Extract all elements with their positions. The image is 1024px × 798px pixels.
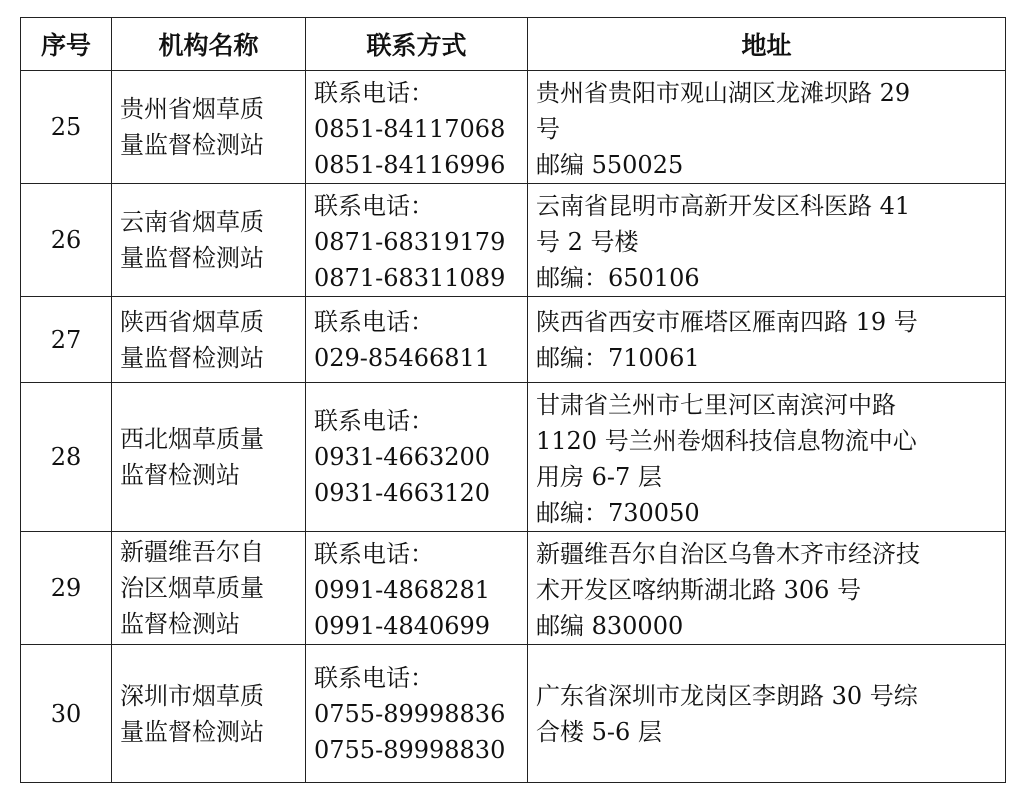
address-line: 合楼 5-6 层 [536,717,662,746]
address-cell [528,71,1006,184]
contact-line: 0931-4663120 [314,479,491,507]
seq-cell: 29 [21,532,112,645]
address-line: 术开发区喀纳斯湖北路 306 号 [536,576,862,604]
org-cell [112,532,306,645]
table-row [21,532,1006,645]
org-line: 西北烟草质量 [120,425,264,453]
address-line: 号 [536,115,560,143]
contact-line: 0755-89998830 [314,735,506,764]
contact-cell [306,532,528,645]
seq-cell: 30 [21,645,112,783]
contact-line: 联系电话： [314,663,434,692]
org-line: 量监督检测站 [120,343,264,372]
org-cell [112,71,306,184]
address-line: 邮编：710061 [536,343,700,372]
contact-line: 029-85466811 [314,343,491,372]
contact-line: 0755-89998836 [314,699,506,728]
address-line: 广东省深圳市龙岗区李朗路 30 号综 [536,681,918,710]
address-line: 邮编 830000 [536,612,684,640]
org-line: 云南省烟草质 [120,208,264,236]
header-address: 地址 [528,18,1006,71]
org-line: 量监督检测站 [120,131,264,159]
address-line: 陕西省西安市雁塔区雁南四路 19 号 [536,307,918,336]
org-cell [112,297,306,383]
contact-line: 0871-68319179 [314,228,506,256]
seq-cell: 27 [21,297,112,383]
org-line: 贵州省烟草质 [120,95,264,123]
contact-line: 联系电话： [314,307,434,336]
org-line: 量监督检测站 [120,244,264,272]
table-header-row [21,18,1006,71]
address-line: 1120 号兰州卷烟科技信息物流中心 [536,427,917,455]
seq-cell: 25 [21,71,112,184]
contact-line: 联系电话： [314,192,434,220]
contact-cell [306,645,528,783]
contact-cell [306,383,528,532]
org-line: 监督检测站 [120,610,240,638]
table-row [21,645,1006,783]
org-cell [112,383,306,532]
table-row [21,71,1006,184]
address-cell [528,645,1006,783]
contact-line: 联系电话： [314,407,434,435]
address-cell [528,297,1006,383]
contact-line: 0871-68311089 [314,264,506,292]
address-line: 号 2 号楼 [536,228,639,256]
org-cell [112,184,306,297]
seq-cell: 26 [21,184,112,297]
header-org: 机构名称 [112,18,306,71]
contact-cell [306,184,528,297]
org-line: 新疆维吾尔自 [120,538,264,566]
table-row [21,297,1006,383]
org-line: 深圳市烟草质 [120,681,264,710]
org-line: 陕西省烟草质 [120,307,264,336]
address-cell [528,383,1006,532]
contact-line: 联系电话： [314,540,434,568]
address-line: 邮编：730050 [536,499,700,527]
contact-line: 0851-84117068 [314,115,506,143]
contact-line: 0851-84116996 [314,151,506,179]
table-row [21,383,1006,532]
address-cell [528,532,1006,645]
seq-cell: 28 [21,383,112,532]
contact-line: 0931-4663200 [314,443,491,471]
org-line: 治区烟草质量 [120,574,264,602]
address-line: 邮编 550025 [536,151,684,179]
address-line: 用房 6-7 层 [536,463,662,491]
address-cell [528,184,1006,297]
address-line: 甘肃省兰州市七里河区南滨河中路 [536,391,896,419]
contact-line: 0991-4868281 [314,576,491,604]
institution-table [20,17,1006,783]
address-line: 贵州省贵阳市观山湖区龙滩坝路 29 [536,79,911,107]
address-line: 云南省昆明市高新开发区科医路 41 [536,192,911,220]
address-line: 新疆维吾尔自治区乌鲁木齐市经济技 [536,540,920,568]
contact-cell [306,71,528,184]
org-line: 监督检测站 [120,461,240,489]
contact-line: 0991-4840699 [314,612,491,640]
org-line: 量监督检测站 [120,717,264,746]
address-line: 邮编：650106 [536,264,700,292]
table-row [21,184,1006,297]
contact-cell [306,297,528,383]
header-seq: 序号 [21,18,112,71]
org-cell [112,645,306,783]
header-contact: 联系方式 [306,18,528,71]
contact-line: 联系电话： [314,79,434,107]
